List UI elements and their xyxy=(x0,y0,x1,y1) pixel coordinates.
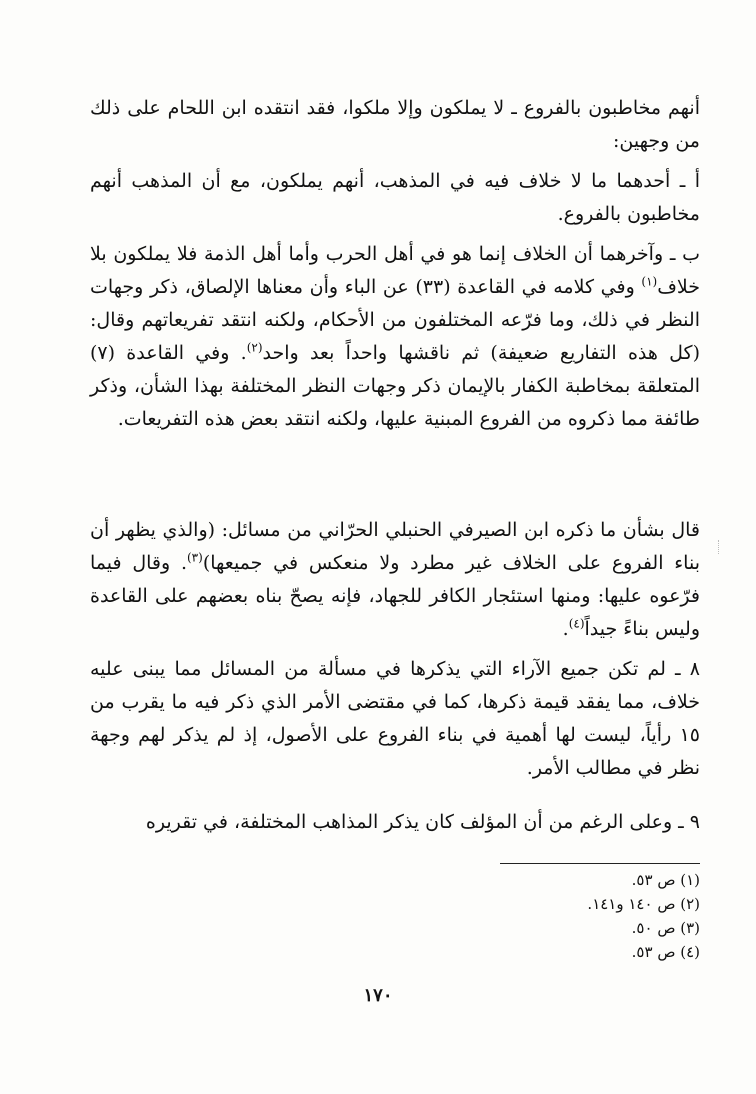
list-item-eight-text: ٨ ـ لم تكن جميع الآراء التي يذكرها في مسألة من المسائل مما يبنى عليه خلاف، مما يفقد قيمة ذكرها، كما في مقتضى الأمر الذي ذكر فيه ما يقرب من ١٥ رأياً، ليست لها أهمية في بناء الفروع على الأصول، إذ لم يذكر لهم وجهة نظر في مطالب الأمر. xyxy=(90,658,700,779)
footnote-3: (٣) ص ٥٠. xyxy=(631,919,700,937)
list-item-ba-part2: وفي كلامه في القاعدة (٣٣) عن الباء وأن معناها الإلصاق، ذكر وجهات النظر في ذلك، وما فرّعه المختلفون من الأحكام، ولكنه انتقد تفريعاتهم وقال: (كل هذه التفاريع ضعيفة) ثم ناقشها واحداً بعد واحد xyxy=(90,276,700,364)
paragraph-intro xyxy=(90,92,700,158)
list-item-ba-part3: . وفي القاعدة (٧) المتعلقة بمخاطبة الكفار بالإيمان ذكر وجهات النظر المختلفة بهذا الشأن، وذكر طائفة مما ذكروه من الفروع المبنية عليها، ولكنه انتقد بعض هذه التفريعات. xyxy=(90,342,700,430)
list-item-nine-text: ٩ ـ وعلى الرغم من أن المؤلف كان يذكر المذاهب المختلفة، في تقريره xyxy=(145,811,700,833)
page-number: ١٧٠ xyxy=(363,985,393,1006)
paragraph-quote-text xyxy=(90,514,700,646)
footnote-ref-4: (٤) xyxy=(568,616,585,631)
footnote-ref-1: (١) xyxy=(641,274,658,289)
footnote-divider xyxy=(500,863,700,864)
footnote-ref-2: (٢) xyxy=(246,340,263,355)
scan-artifact xyxy=(718,540,723,554)
list-item-eight xyxy=(90,653,700,785)
list-item-nine xyxy=(90,806,700,839)
paragraph-quote-part2: . وقال فيما فرّعوه عليها: ومنها استئجار الكافر للجهاد، فإنه يصحّ بناه بعضهم على القاعدة وليس بناءً جيداً xyxy=(90,552,700,640)
paragraph-intro-text: أنهم مخاطبون بالفروع ـ لا يملكون وإلا ملكوا، فقد انتقده ابن اللحام على ذلك من وجهين: xyxy=(90,97,700,152)
list-item-alef-text: أ ـ أحدهما ما لا خلاف فيه في المذهب، أنهم يملكون، مع أن المذهب أنهم مخاطبون بالفروع. xyxy=(90,170,700,225)
list-item-ba-text xyxy=(90,238,700,436)
list-item-ba xyxy=(90,238,700,436)
paragraph-quote-part1: قال بشأن ما ذكره ابن الصيرفي الحنبلي الحرّاني من مسائل: (والذي يظهر أن بناء الفروع على الخلاف غير مطرد ولا منعكس في جميعها) xyxy=(90,519,700,574)
paragraph-quote xyxy=(90,514,728,646)
paragraph-quote-part3: . xyxy=(562,618,569,640)
list-item-alef xyxy=(90,165,700,231)
footnote-1: (١) ص ٥٣. xyxy=(631,871,700,889)
footnote-2: (٢) ص ١٤٠ و١٤١. xyxy=(587,895,700,913)
list-item-ba-part1: ب ـ وآخرهما أن الخلاف إنما هو في أهل الحرب وأما أهل الذمة فلا يملكون بلا خلاف xyxy=(90,243,701,298)
footnote-4: (٤) ص ٥٣. xyxy=(631,943,700,961)
footnote-ref-3: (٣) xyxy=(186,550,203,565)
footnotes xyxy=(400,868,700,964)
